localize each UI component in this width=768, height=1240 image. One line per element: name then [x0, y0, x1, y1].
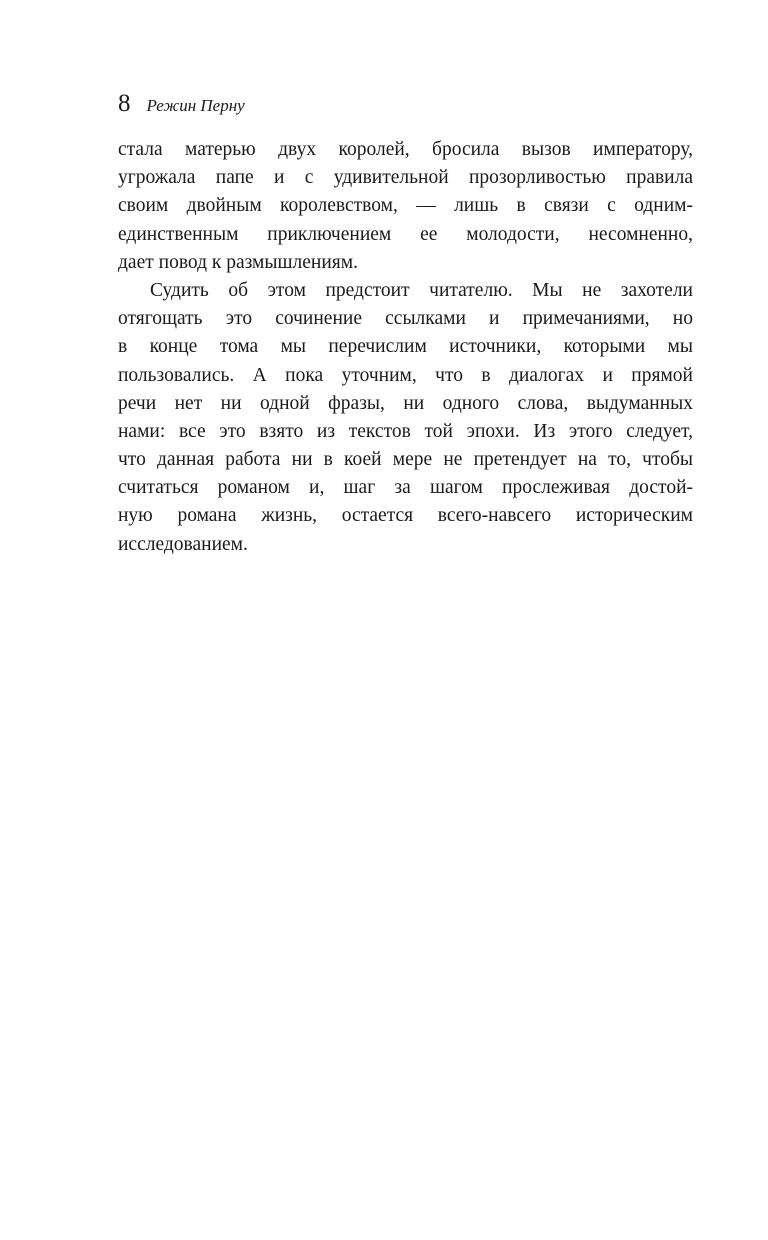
- paragraph-2: [118, 277, 693, 559]
- text-line: дает повод к размышлениям.: [118, 251, 358, 273]
- text-line: своим двойным королевством, — лишь в связи с одним-: [118, 195, 693, 217]
- text-line: ную романа жизнь, остается всего-навсего историческим: [118, 505, 693, 527]
- running-head: [118, 90, 245, 120]
- text-line: в конце тома мы перечислим источники, которыми мы: [118, 336, 693, 358]
- text-line: нами: все это взято из текстов той эпохи. Из этого следует,: [118, 420, 693, 442]
- text-line: пользовались. А пока уточним, что в диалогах и прямой: [118, 364, 693, 386]
- text-line: отягощать это сочинение ссылками и примечаниями, но: [118, 308, 693, 330]
- body-text: [118, 136, 693, 559]
- page-number: 8: [118, 90, 131, 117]
- text-line: угрожала папе и с удивительной прозорливостью правила: [118, 167, 693, 189]
- running-head-author: Режин Перну: [146, 96, 245, 115]
- text-line: стала матерью двух королей, бросила вызов императору,: [118, 139, 693, 160]
- paragraph-1: [118, 136, 693, 277]
- text-line: Судить об этом предстоит читателю. Мы не захотели: [150, 279, 693, 301]
- text-line: исследованием.: [118, 533, 248, 555]
- text-line: единственным приключением ее молодости, несомненно,: [118, 223, 693, 245]
- text-line: что данная работа ни в коей мере не претендует на то, чтобы: [118, 449, 693, 471]
- text-line: речи нет ни одной фразы, ни одного слова, выдуманных: [118, 392, 693, 414]
- text-line: считаться романом и, шаг за шагом прослеживая достой-: [118, 477, 693, 499]
